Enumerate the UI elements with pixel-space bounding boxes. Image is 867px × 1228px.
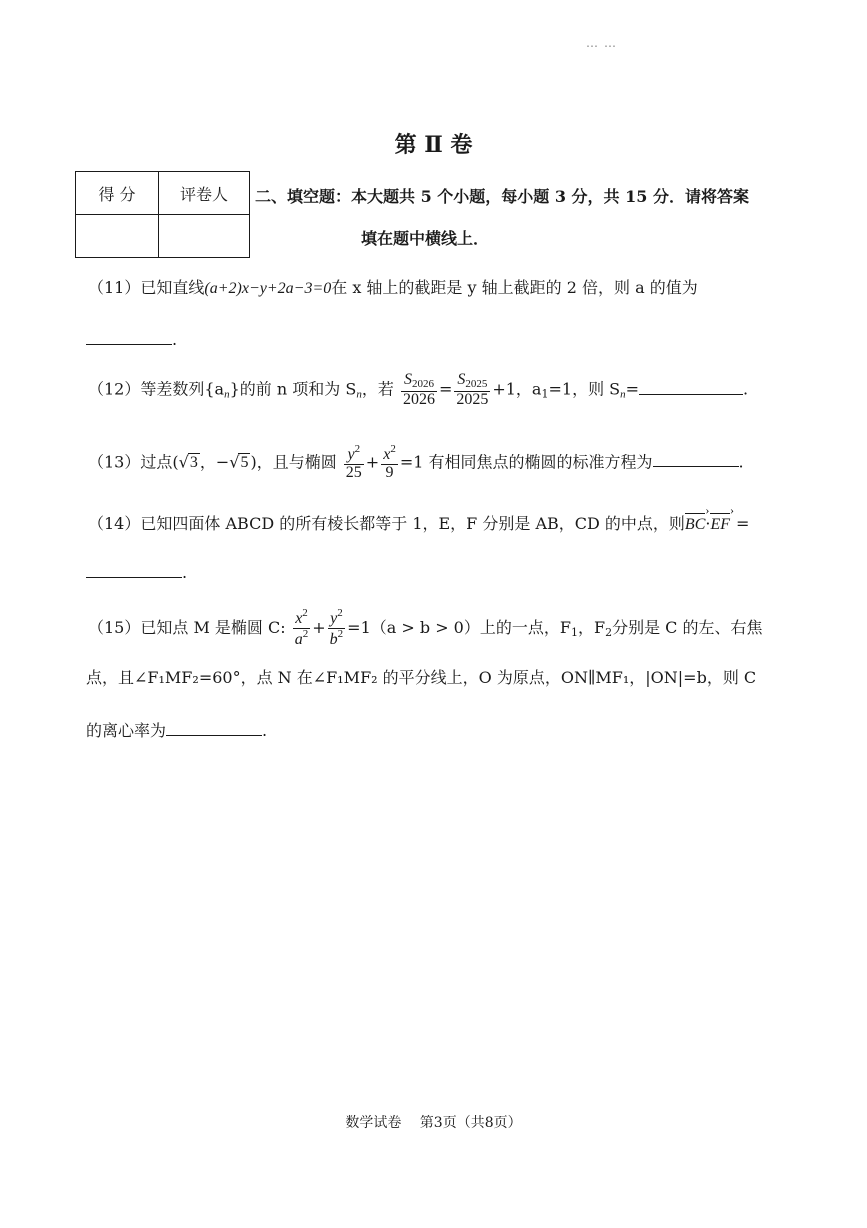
q12-text5: = [625, 379, 640, 399]
q12-number: （12） [88, 379, 141, 399]
q11-text2: 在 x 轴上的截距是 y 轴上截距的 2 倍，则 a 的值为 [331, 278, 698, 297]
q13-fraction-2: $\frac{x^2}{9}$ [383, 443, 396, 481]
q11-text1: 已知直线 [140, 278, 205, 297]
q12-fraction-2: $\frac{S_{2025}}{2025}$ [456, 371, 489, 408]
score-box [75, 171, 250, 258]
q15-line3 [86, 718, 267, 741]
q11-answer-line[interactable] [86, 330, 177, 349]
q15-text3: ，F [577, 617, 606, 637]
q14-answer-blank[interactable] [86, 563, 182, 578]
q14-number: （14） [88, 514, 141, 533]
question-11 [88, 275, 698, 298]
q13-text4: =1 有相同焦点的椭圆的标准方程为 [399, 452, 653, 472]
grader-label: 评卷人 [159, 172, 250, 215]
q15-fraction-1: $\frac{x^2}{a^2}$ [294, 607, 309, 648]
q11-answer-blank[interactable] [86, 330, 172, 345]
q13-text2: ，− [199, 452, 230, 472]
q11-end: . [172, 330, 178, 349]
q13-text1: 过点( [140, 452, 179, 472]
part-heading-line2: 填在题中横线上． [361, 229, 490, 248]
q12-text1: 等差数列{a [140, 379, 225, 399]
q15-number: （15） [88, 617, 141, 637]
part-heading-line1: 二、填空题：本大题共 5 个小题，每小题 3 分，共 15 分．请将答案 [255, 187, 749, 206]
q14-answer-line[interactable] [86, 563, 187, 582]
q12-answer-blank[interactable] [639, 380, 743, 395]
question-12: （12）等差数列$\{a_n\}$的前 n 项和为 $S_n$，若 $\frac{S_{2026}}{2026}$ = $\frac{S_{2025}}{2025}$ +1，$a_1=1$，则 $S_n=$ . [88, 371, 749, 408]
page-footer: 数学试卷 第3页（共8页） [345, 1115, 522, 1131]
section-title: 第 Ⅱ 卷 [394, 132, 473, 158]
q15-end: . [262, 721, 268, 740]
q14-end: . [182, 563, 188, 582]
q12-end: . [743, 379, 749, 399]
q12-text1b: }的前 n 项和为 S [229, 379, 357, 399]
q13-text3: )，且与椭圆 [250, 452, 337, 472]
q15-text1: 已知点 M 是椭圆 C: [140, 617, 286, 637]
q15-text4: 分别是 C 的左、右焦 [612, 617, 763, 637]
q14-text2: = [736, 514, 750, 533]
q11-expr: (a+2)x−y+2a−3=0 [204, 280, 332, 297]
q11-number: （11） [88, 278, 141, 297]
q15-answer-blank[interactable] [166, 721, 262, 736]
q15-text2: =1（a > b > 0）上的一点，F [347, 617, 571, 637]
q12-fraction-1: $\frac{S_{2026}}{2026}$ [402, 371, 435, 408]
q13-answer-blank[interactable] [653, 452, 739, 467]
q13-number: （13） [88, 452, 141, 472]
q12-text2: ，若 [361, 379, 394, 399]
q12-text4: =1，则 S [548, 379, 621, 399]
q14-vector-bc: BC › [685, 516, 705, 534]
grader-cell[interactable] [159, 215, 250, 258]
q12-text3: +1，a [492, 379, 542, 399]
q15-fraction-2: $\frac{y^2}{b^2}$ [329, 607, 344, 648]
question-15: （15）已知点 M 是椭圆 C: $\frac{x^2}{a^2}$ + $\frac{y^2}{b^2}$ =1（a > b > 0）上的一点，$F_1$，$F_2$分别是 C 的左、右焦 [88, 607, 763, 648]
q14-text1: 已知四面体 ABCD 的所有棱长都等于 1，E，F 分别是 AB，CD 的中点，则 [140, 514, 685, 533]
score-label: 得 分 [76, 172, 159, 215]
q14-vector-ef: EF › [710, 516, 730, 534]
q13-end: . [738, 452, 744, 472]
question-14: （14）已知四面体 ABCD 的所有棱长都等于 1，E，F 分别是 AB，CD 的中点，则BC ›·EF › = [88, 511, 749, 534]
header-noise: …… [586, 36, 622, 50]
q15-line2: 点，且∠F₁MF₂=60°，点 N 在∠F₁MF₂ 的平分线上，O 为原点，ON∥MF₁，|ON|=b，则 C [86, 668, 757, 687]
question-13: （13）过点(√3 ，−√5 )，且与椭圆 $\frac{y^2}{25}$ + $\frac{x^2}{9}$ =1 有相同焦点的椭圆的标准方程为 . [88, 443, 744, 481]
q15-line3-text: 的离心率为 [86, 721, 167, 740]
score-cell[interactable] [76, 215, 159, 258]
q13-fraction-1: $\frac{y^2}{25}$ [345, 443, 362, 481]
